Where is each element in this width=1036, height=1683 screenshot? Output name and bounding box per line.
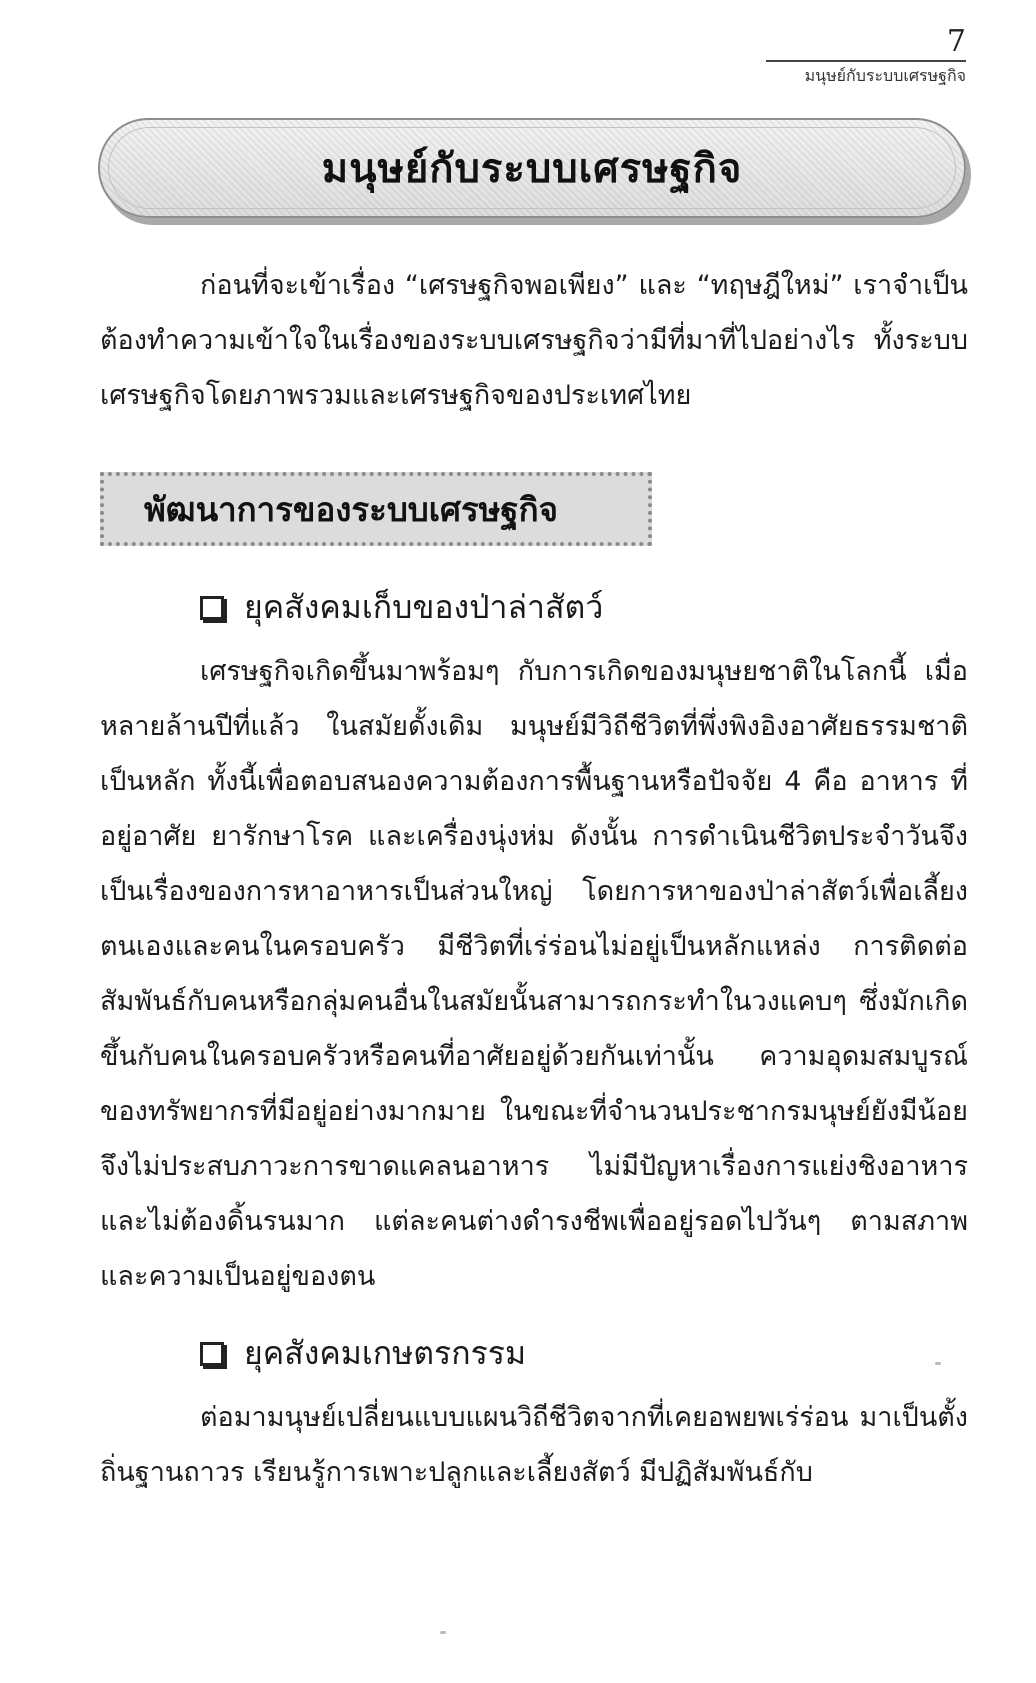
subsection-1-heading bbox=[200, 582, 603, 633]
subsection-2-paragraph-text: ต่อมามนุษย์เปลี่ยนแบบแผนวิถีชีวิตจากที่เคยอพยพเร่ร่อน มาเป็นตั้งถิ่นฐานถาวร เรียนรู้การเพาะปลูกและเลี้ยงสัตว์ มีปฏิสัมพันธ์กับ bbox=[100, 1402, 968, 1488]
running-title: มนุษย์กับระบบเศรษฐกิจ bbox=[804, 66, 966, 85]
subsection-1-title: ยุคสังคมเก็บของป่าล่าสัตว์ bbox=[244, 588, 604, 626]
chapter-title: มนุษย์กับระบบเศรษฐกิจ bbox=[321, 145, 743, 192]
header-rule bbox=[766, 60, 966, 62]
scan-speck bbox=[935, 1362, 941, 1365]
section-heading-box bbox=[100, 472, 652, 546]
chapter-title-banner bbox=[98, 118, 966, 218]
subsection-2-heading bbox=[200, 1328, 526, 1379]
section-heading: พัฒนาการของระบบเศรษฐกิจ bbox=[144, 489, 558, 529]
checkbox-bullet-icon bbox=[200, 1342, 224, 1366]
subsection-1-paragraph bbox=[100, 644, 968, 1304]
subsection-2-paragraph bbox=[100, 1390, 968, 1500]
scan-speck bbox=[440, 1631, 446, 1634]
subsection-1-paragraph-text: เศรษฐกิจเกิดขึ้นมาพร้อมๆ กับการเกิดของมนุษยชาติในโลกนี้ เมื่อหลายล้านปีที่แล้ว ในสมัยดั้งเดิม มนุษย์มีวิถีชีวิตที่พึ่งพิงอิงอาศัยธรรมชาติเป็นหลัก ทั้งนี้เพื่อตอบสนองความต้องการพื้นฐานหรือปัจจัย 4 คือ อาหาร ที่อยู่อาศัย ยารักษาโรค และเครื่องนุ่งห่ม ดังนั้น การดำเนินชีวิตประจำวันจึงเป็นเรื่องของการหาอาหารเป็นส่วนใหญ่ โดยการหาของป่าล่าสัตว์เพื่อเลี้ยงตนเองและคนในครอบครัว มีชีวิตที่เร่ร่อนไม่อยู่เป็นหลักแหล่ง การติดต่อสัมพันธ์กับคนหรือกลุ่มคนอื่นในสมัยนั้นสามารถกระทำในวงแคบๆ ซึ่งมักเกิดขึ้นกับคนในครอบครัวหรือคนที่อาศัยอยู่ด้วยกันเท่านั้น ความอุดมสมบูรณ์ของทรัพยากรที่มีอยู่อย่างมากมาย ในขณะที่จำนวนประชากรมนุษย์ยังมีน้อยจึงไม่ประสบภาวะการขาดแคลนอาหาร ไม่มีปัญหาเรื่องการแย่งชิงอาหารและไม่ต้องดิ้นรนมาก แต่ละคนต่างดำรงชีพเพื่ออยู่รอดไปวันๆ ตามสภาพและความเป็นอยู่ของตน bbox=[100, 656, 968, 1292]
checkbox-bullet-icon bbox=[200, 596, 224, 620]
running-header bbox=[766, 24, 966, 86]
intro-paragraph-text: ก่อนที่จะเข้าเรื่อง “เศรษฐกิจพอเพียง” และ “ทฤษฎีใหม่” เราจำเป็นต้องทำความเข้าใจในเรื่องของระบบเศรษฐกิจว่ามีที่มาที่ไปอย่างไร ทั้งระบบเศรษฐกิจโดยภาพรวมและเศรษฐกิจของประเทศไทย bbox=[100, 270, 968, 411]
page-number: 7 bbox=[946, 24, 966, 59]
subsection-2-title: ยุคสังคมเกษตรกรรม bbox=[244, 1334, 527, 1372]
chapter-title-banner-inner bbox=[108, 127, 956, 209]
intro-paragraph bbox=[100, 258, 968, 423]
